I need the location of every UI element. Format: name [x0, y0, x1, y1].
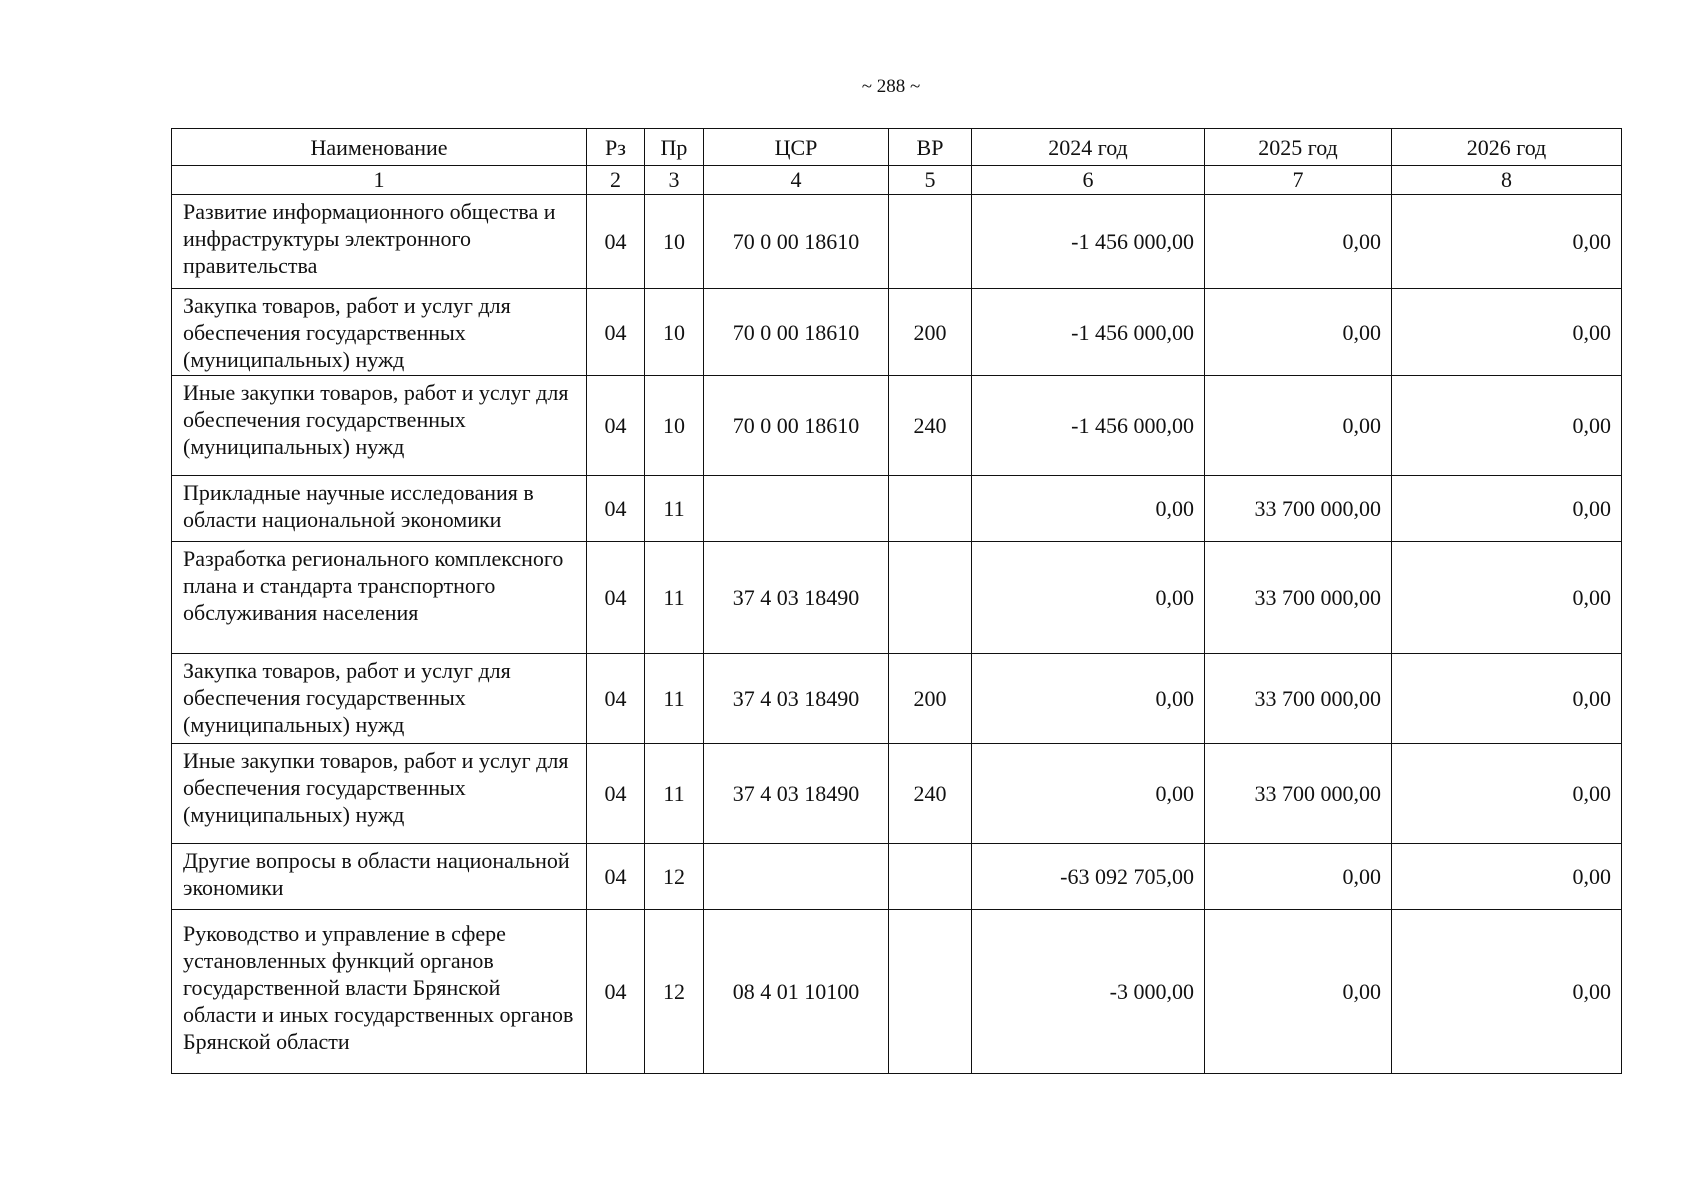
row-2025: 0,00 — [1205, 289, 1392, 376]
row-name: Закупка товаров, работ и услуг для обеспечения государственных (муниципальных) нужд — [172, 654, 587, 744]
column-number: 2 — [587, 166, 645, 195]
row-2024: -1 456 000,00 — [972, 376, 1205, 476]
column-number: 4 — [704, 166, 889, 195]
row-csr: 37 4 03 18490 — [704, 744, 889, 844]
column-number: 8 — [1392, 166, 1622, 195]
row-2026: 0,00 — [1392, 376, 1622, 476]
row-2024: 0,00 — [972, 476, 1205, 542]
table-row — [172, 654, 1622, 744]
column-header-2024: 2024 год — [972, 129, 1205, 166]
row-2026: 0,00 — [1392, 654, 1622, 744]
row-rz: 04 — [587, 542, 645, 654]
budget-table — [171, 128, 1622, 1074]
column-header-2025: 2025 год — [1205, 129, 1392, 166]
row-2026: 0,00 — [1392, 910, 1622, 1074]
table-row — [172, 195, 1622, 289]
row-rz: 04 — [587, 476, 645, 542]
column-header-vr: ВР — [889, 129, 972, 166]
row-csr: 37 4 03 18490 — [704, 542, 889, 654]
row-2024: -63 092 705,00 — [972, 844, 1205, 910]
row-pr: 10 — [645, 195, 704, 289]
row-vr — [889, 476, 972, 542]
row-pr: 11 — [645, 654, 704, 744]
row-rz: 04 — [587, 844, 645, 910]
row-2025: 0,00 — [1205, 376, 1392, 476]
table-row — [172, 844, 1622, 910]
row-2024: -1 456 000,00 — [972, 289, 1205, 376]
column-header-2026: 2026 год — [1392, 129, 1622, 166]
header-row — [172, 129, 1622, 166]
column-number: 5 — [889, 166, 972, 195]
row-vr — [889, 844, 972, 910]
row-2025: 0,00 — [1205, 910, 1392, 1074]
row-2024: -3 000,00 — [972, 910, 1205, 1074]
column-number: 1 — [172, 166, 587, 195]
row-rz: 04 — [587, 654, 645, 744]
row-2025: 33 700 000,00 — [1205, 476, 1392, 542]
row-pr: 11 — [645, 542, 704, 654]
row-pr: 11 — [645, 744, 704, 844]
column-number: 6 — [972, 166, 1205, 195]
row-2024: -1 456 000,00 — [972, 195, 1205, 289]
row-vr — [889, 542, 972, 654]
column-header-rz: Рз — [587, 129, 645, 166]
row-2026: 0,00 — [1392, 844, 1622, 910]
row-vr: 200 — [889, 654, 972, 744]
table-row — [172, 542, 1622, 654]
row-2026: 0,00 — [1392, 476, 1622, 542]
row-name: Закупка товаров, работ и услуг для обеспечения государственных (муниципальных) нужд — [172, 289, 587, 376]
row-2026: 0,00 — [1392, 542, 1622, 654]
row-2024: 0,00 — [972, 654, 1205, 744]
row-2025: 0,00 — [1205, 195, 1392, 289]
row-name: Руководство и управление в сфере установленных функций органов государственной власти Брянской области и иных государственных органов Брянской области — [172, 910, 587, 1074]
row-rz: 04 — [587, 376, 645, 476]
row-2026: 0,00 — [1392, 195, 1622, 289]
row-name: Прикладные научные исследования в области национальной экономики — [172, 476, 587, 542]
row-csr — [704, 476, 889, 542]
row-vr: 200 — [889, 289, 972, 376]
row-csr — [704, 844, 889, 910]
column-number: 7 — [1205, 166, 1392, 195]
column-header-csr: ЦСР — [704, 129, 889, 166]
row-rz: 04 — [587, 744, 645, 844]
row-pr: 11 — [645, 476, 704, 542]
row-csr: 70 0 00 18610 — [704, 289, 889, 376]
table-row — [172, 744, 1622, 844]
row-csr: 70 0 00 18610 — [704, 376, 889, 476]
row-pr: 12 — [645, 844, 704, 910]
table-row — [172, 910, 1622, 1074]
row-2026: 0,00 — [1392, 744, 1622, 844]
row-rz: 04 — [587, 195, 645, 289]
row-2024: 0,00 — [972, 542, 1205, 654]
row-name: Иные закупки товаров, работ и услуг для обеспечения государственных (муниципальных) нужд — [172, 376, 587, 476]
column-number-row — [172, 166, 1622, 195]
row-2024: 0,00 — [972, 744, 1205, 844]
row-name: Другие вопросы в области национальной экономики — [172, 844, 587, 910]
row-vr — [889, 910, 972, 1074]
row-csr: 70 0 00 18610 — [704, 195, 889, 289]
table-row — [172, 476, 1622, 542]
row-2025: 33 700 000,00 — [1205, 654, 1392, 744]
row-rz: 04 — [587, 289, 645, 376]
row-name: Разработка регионального комплексного плана и стандарта транспортного обслуживания населения — [172, 542, 587, 654]
row-name: Иные закупки товаров, работ и услуг для обеспечения государственных (муниципальных) нужд — [172, 744, 587, 844]
row-2025: 33 700 000,00 — [1205, 744, 1392, 844]
row-csr: 08 4 01 10100 — [704, 910, 889, 1074]
row-pr: 12 — [645, 910, 704, 1074]
row-name: Развитие информационного общества и инфраструктуры электронного правительства — [172, 195, 587, 289]
row-2025: 33 700 000,00 — [1205, 542, 1392, 654]
row-2026: 0,00 — [1392, 289, 1622, 376]
column-header-name: Наименование — [172, 129, 587, 166]
page-number: ~ 288 ~ — [861, 76, 921, 97]
row-pr: 10 — [645, 289, 704, 376]
row-rz: 04 — [587, 910, 645, 1074]
row-vr — [889, 195, 972, 289]
table-row — [172, 376, 1622, 476]
row-csr: 37 4 03 18490 — [704, 654, 889, 744]
row-vr: 240 — [889, 376, 972, 476]
table-row — [172, 289, 1622, 376]
column-header-pr: Пр — [645, 129, 704, 166]
column-number: 3 — [645, 166, 704, 195]
row-2025: 0,00 — [1205, 844, 1392, 910]
row-vr: 240 — [889, 744, 972, 844]
row-pr: 10 — [645, 376, 704, 476]
